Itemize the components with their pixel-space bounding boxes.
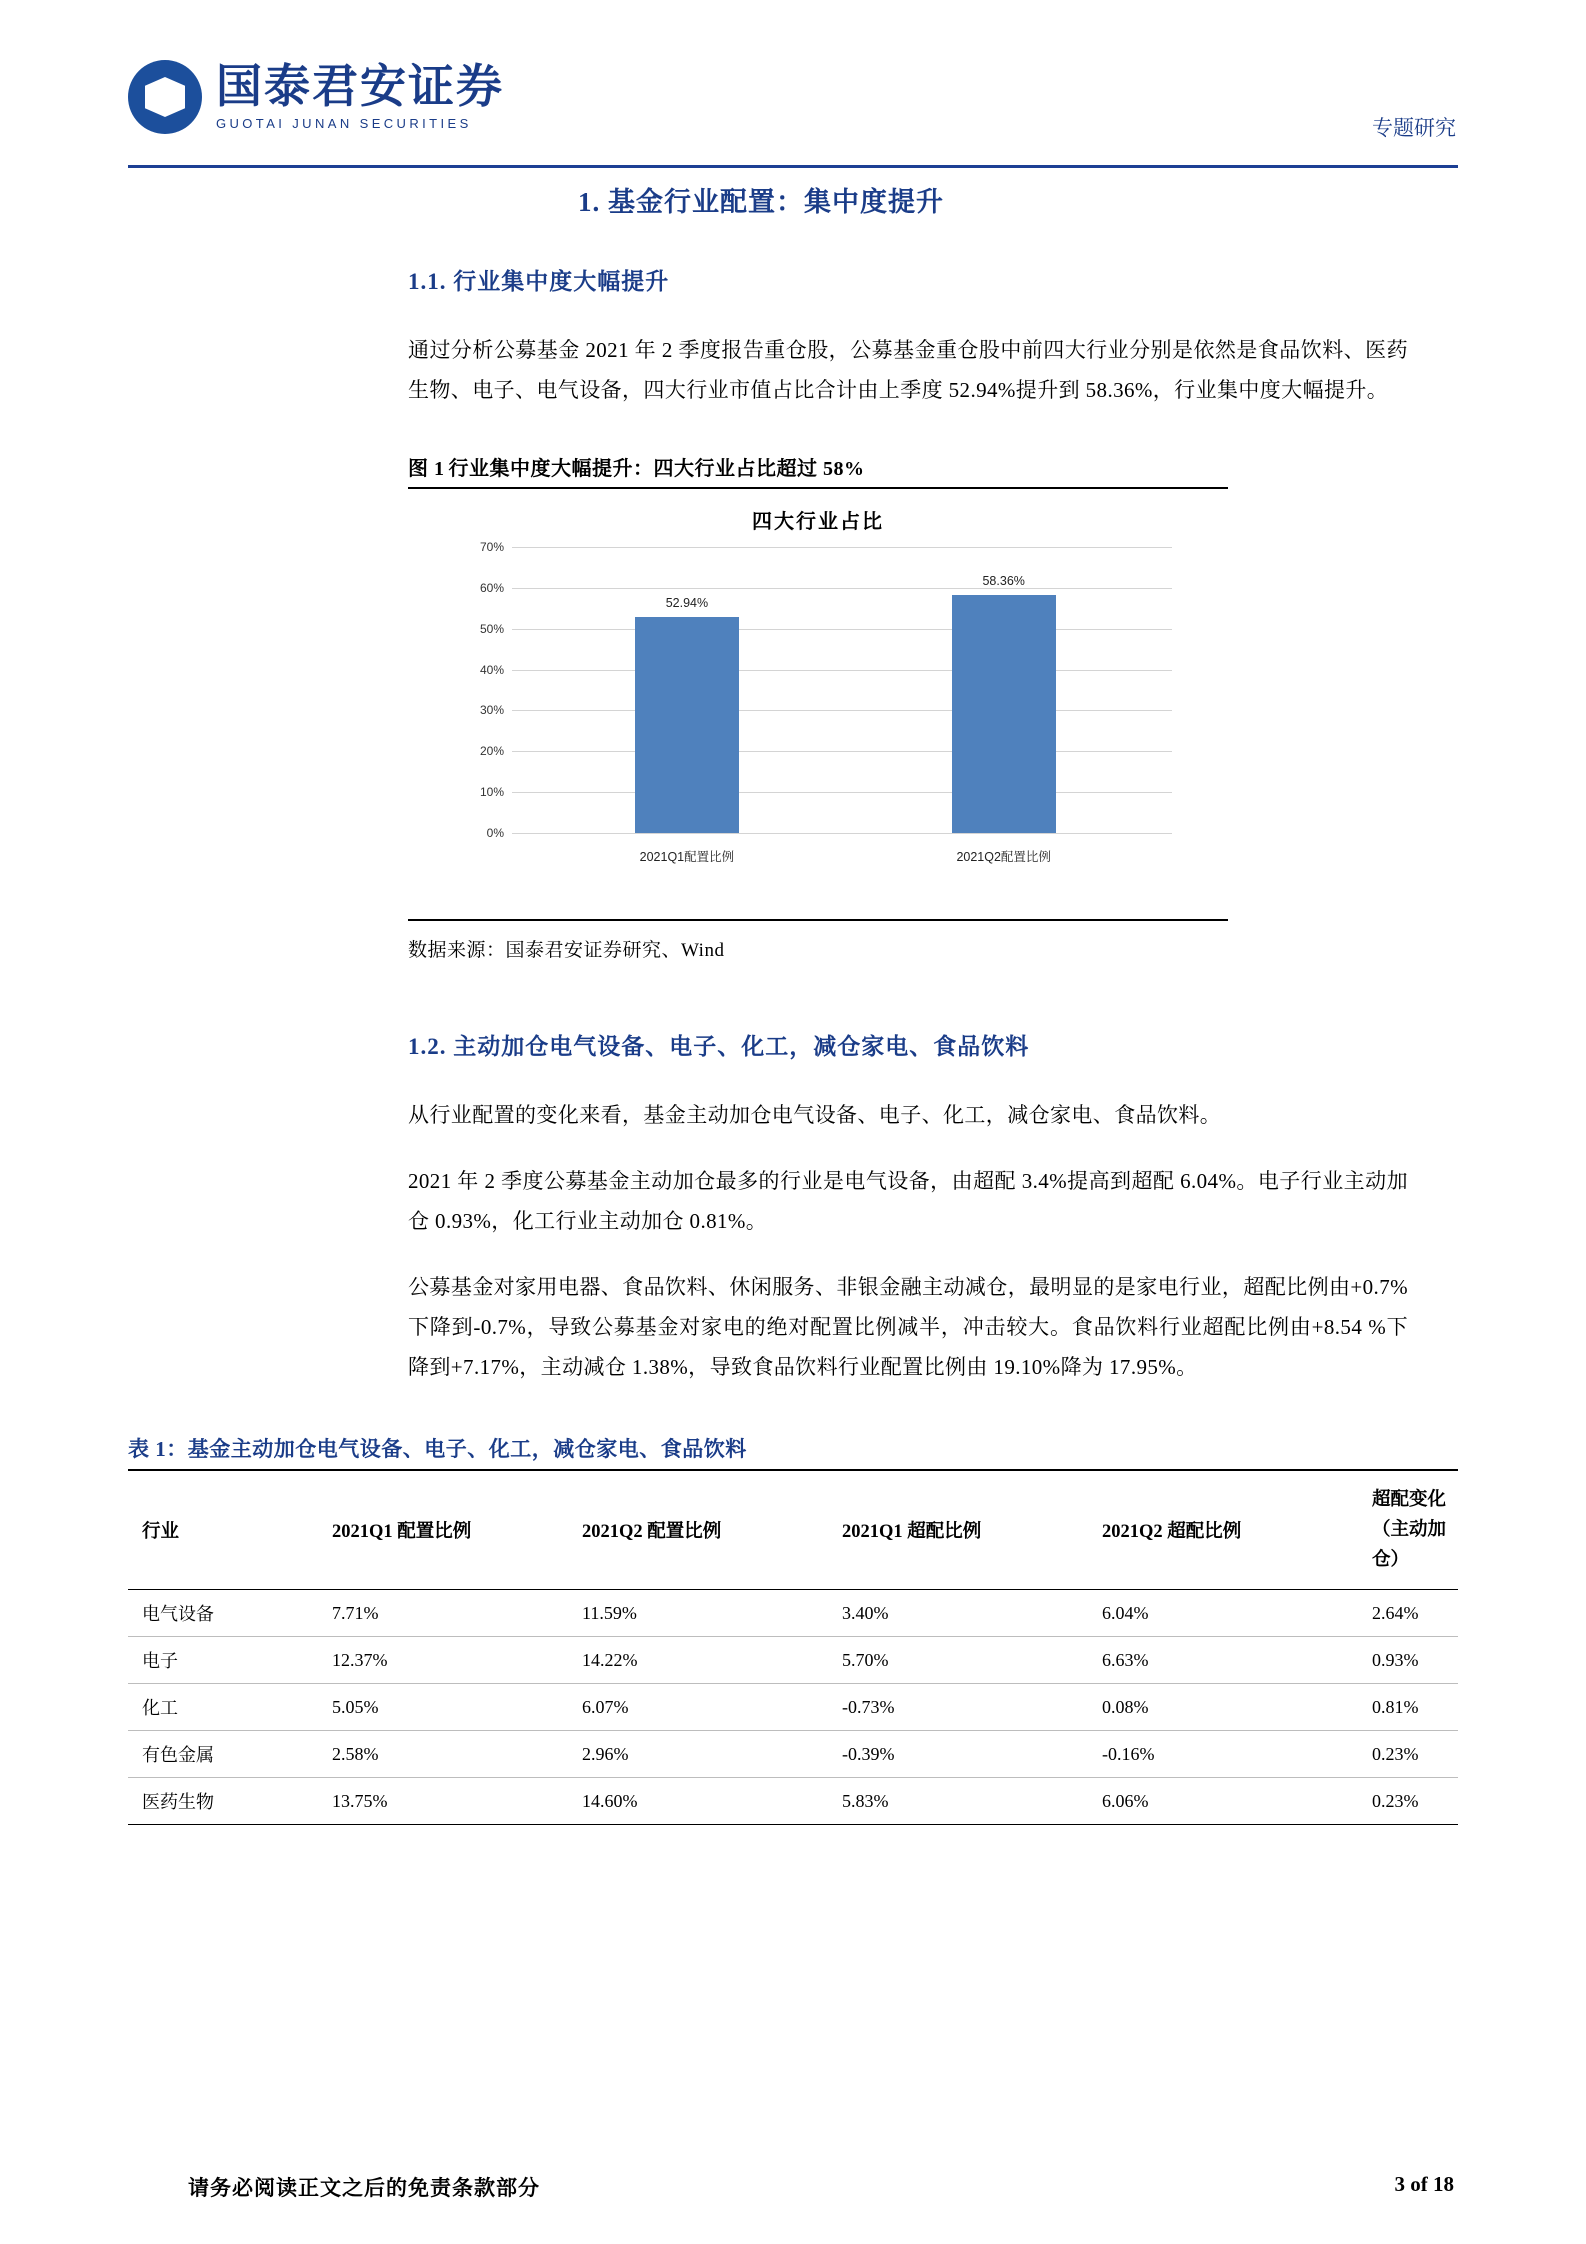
cell-q1-over: 3.40% (828, 1590, 1088, 1637)
chart-y-tick-label: 60% (479, 580, 504, 595)
cell-q1-alloc: 7.71% (318, 1590, 568, 1637)
table-row (128, 1590, 1458, 1637)
chart-bar-value-label: 58.36% (982, 573, 1025, 588)
paragraph-4: 公募基金对家用电器、食品饮料、休闲服务、非银金融主动减仓，最明显的是家电行业，超配比例由+0.7%下降到-0.7%，导致公募基金对家电的绝对配置比例减半，冲击较大。食品饮料行业超配比例由+8.54 %下降到+7.17%，主动减仓 1.38%，导致食品饮料行业配置比例由 19.10%降为 17.95%。 (408, 1275, 1408, 1379)
cell-q1-over: 5.70% (828, 1637, 1088, 1684)
chart-plot-area (479, 540, 1172, 864)
company-logo (128, 60, 504, 134)
paragraph-2: 从行业配置的变化来看，基金主动加仓电气设备、电子、化工，减仓家电、食品饮料。 (408, 1103, 1222, 1127)
cell-change: 0.93% (1358, 1637, 1458, 1684)
figure-1-title-wrap (408, 452, 1228, 489)
document-content (128, 180, 1458, 1825)
cell-q2-over: 6.04% (1088, 1590, 1358, 1637)
chart-bar-value-label: 52.94% (665, 595, 709, 610)
cell-q1-alloc: 13.75% (318, 1778, 568, 1825)
table-row (128, 1684, 1458, 1731)
footer-page-number: 3 of 18 (1394, 2172, 1454, 2196)
cell-change: 0.23% (1358, 1731, 1458, 1778)
table-1-caption: 表 1：基金主动加仓电气设备、电子、化工，减仓家电、食品饮料 (128, 1437, 747, 1461)
subsection-heading-1-2: 1.2. 主动加仓电气设备、电子、化工，减仓家电、食品饮料 (408, 1034, 1030, 1059)
chart-title: 四大行业占比 (752, 511, 884, 533)
figure-1-source: 数据来源：国泰君安证券研究、Wind (408, 940, 725, 961)
chart-bar (952, 573, 1056, 864)
table-1-grid (128, 1469, 1458, 1825)
chart-bar (635, 595, 739, 864)
cell-q1-over: -0.39% (828, 1731, 1088, 1778)
subsection-heading-1-1: 1.1. 行业集中度大幅提升 (408, 269, 670, 294)
logo-text-en: GUOTAI JUNAN SECURITIES (216, 115, 472, 131)
chart-y-tick-label: 30% (479, 703, 504, 718)
figure-1 (408, 452, 1458, 962)
col-q2-alloc: 2021Q2 配置比例 (568, 1470, 828, 1590)
logo-text-cn: 国泰君安证券 (216, 60, 504, 112)
cell-industry: 医药生物 (128, 1778, 318, 1825)
chart-gridline (479, 662, 1172, 677)
cell-q1-alloc: 2.58% (318, 1731, 568, 1778)
cell-change: 2.64% (1358, 1590, 1458, 1637)
chart-x-tick-label: 2021Q1配置比例 (639, 850, 735, 864)
section-heading-1: 1. 基金行业配置：集中度提升 (578, 187, 944, 217)
cell-change: 0.23% (1358, 1778, 1458, 1825)
cell-q1-alloc: 5.05% (318, 1684, 568, 1731)
cell-industry: 化工 (128, 1684, 318, 1731)
cell-change: 0.81% (1358, 1684, 1458, 1731)
cell-industry: 电子 (128, 1637, 318, 1684)
paragraph-1: 通过分析公募基金 2021 年 2 季度报告重仓股，公募基金重仓股中前四大行业分别是依然是食品饮料、医药生物、电子、电气设备，四大行业市值占比合计由上季度 52.94%提升到 58.36%，行业集中度大幅提升。 (408, 338, 1408, 402)
chart-gridline (479, 785, 1172, 800)
cell-q2-over: 0.08% (1088, 1684, 1358, 1731)
cell-q1-alloc: 12.37% (318, 1637, 568, 1684)
chart-gridline (486, 826, 1172, 840)
cell-q2-alloc: 14.60% (568, 1778, 828, 1825)
header-document-type: 专题研究 (1372, 116, 1456, 140)
chart-y-tick-label: 10% (479, 785, 504, 800)
chart-gridline (479, 744, 1172, 759)
col-change (1358, 1470, 1458, 1590)
col-q2-over: 2021Q2 超配比例 (1088, 1470, 1358, 1590)
cell-q2-alloc: 6.07% (568, 1684, 828, 1731)
cell-industry: 电气设备 (128, 1590, 318, 1637)
table-row (128, 1637, 1458, 1684)
figure-1-title: 行业集中度大幅提升：四大行业占比超过 58% (448, 458, 865, 480)
chart-y-tick-label: 50% (479, 621, 504, 636)
footer-disclaimer: 请务必阅读正文之后的免责条款部分 (188, 2176, 540, 2200)
figure-1-chart (408, 489, 1228, 921)
figure-1-label: 图 1 (408, 458, 445, 480)
chart-y-tick-label: 20% (479, 744, 504, 759)
table-row (128, 1778, 1458, 1825)
chart-x-tick-label: 2021Q2配置比例 (956, 850, 1051, 864)
cell-q1-over: 5.83% (828, 1778, 1088, 1825)
cell-q2-alloc: 11.59% (568, 1590, 828, 1637)
cell-industry: 有色金属 (128, 1731, 318, 1778)
cell-q1-over: -0.73% (828, 1684, 1088, 1731)
cell-q2-alloc: 14.22% (568, 1637, 828, 1684)
chart-y-tick-label: 70% (479, 540, 504, 554)
cell-q2-over: 6.63% (1088, 1637, 1358, 1684)
chart-y-tick-label: 40% (479, 662, 504, 677)
table-header-row (128, 1470, 1458, 1590)
col-q1-over: 2021Q1 超配比例 (828, 1470, 1088, 1590)
table-row (128, 1731, 1458, 1778)
page-header (128, 60, 1458, 168)
chart-gridline (479, 621, 1172, 636)
paragraph-3: 2021 年 2 季度公募基金主动加仓最多的行业是电气设备，由超配 3.4%提高到超配 6.04%。电子行业主动加仓 0.93%，化工行业主动加仓 0.81%。 (408, 1169, 1408, 1233)
logo-hexagon-icon (128, 60, 202, 134)
cell-q2-over: -0.16% (1088, 1731, 1358, 1778)
table-1 (128, 1433, 1458, 1825)
col-change-line1: 超配变化 (1372, 1490, 1447, 1510)
table-body (128, 1590, 1458, 1825)
col-q1-alloc: 2021Q1 配置比例 (318, 1470, 568, 1590)
chart-gridline (479, 703, 1172, 718)
col-change-line2: （主动加仓） (1372, 1520, 1447, 1570)
chart-y-tick-label: 0% (486, 826, 504, 840)
cell-q2-alloc: 2.96% (568, 1731, 828, 1778)
cell-q2-over: 6.06% (1088, 1778, 1358, 1825)
col-industry: 行业 (128, 1470, 318, 1590)
chart-gridline (479, 540, 1172, 554)
